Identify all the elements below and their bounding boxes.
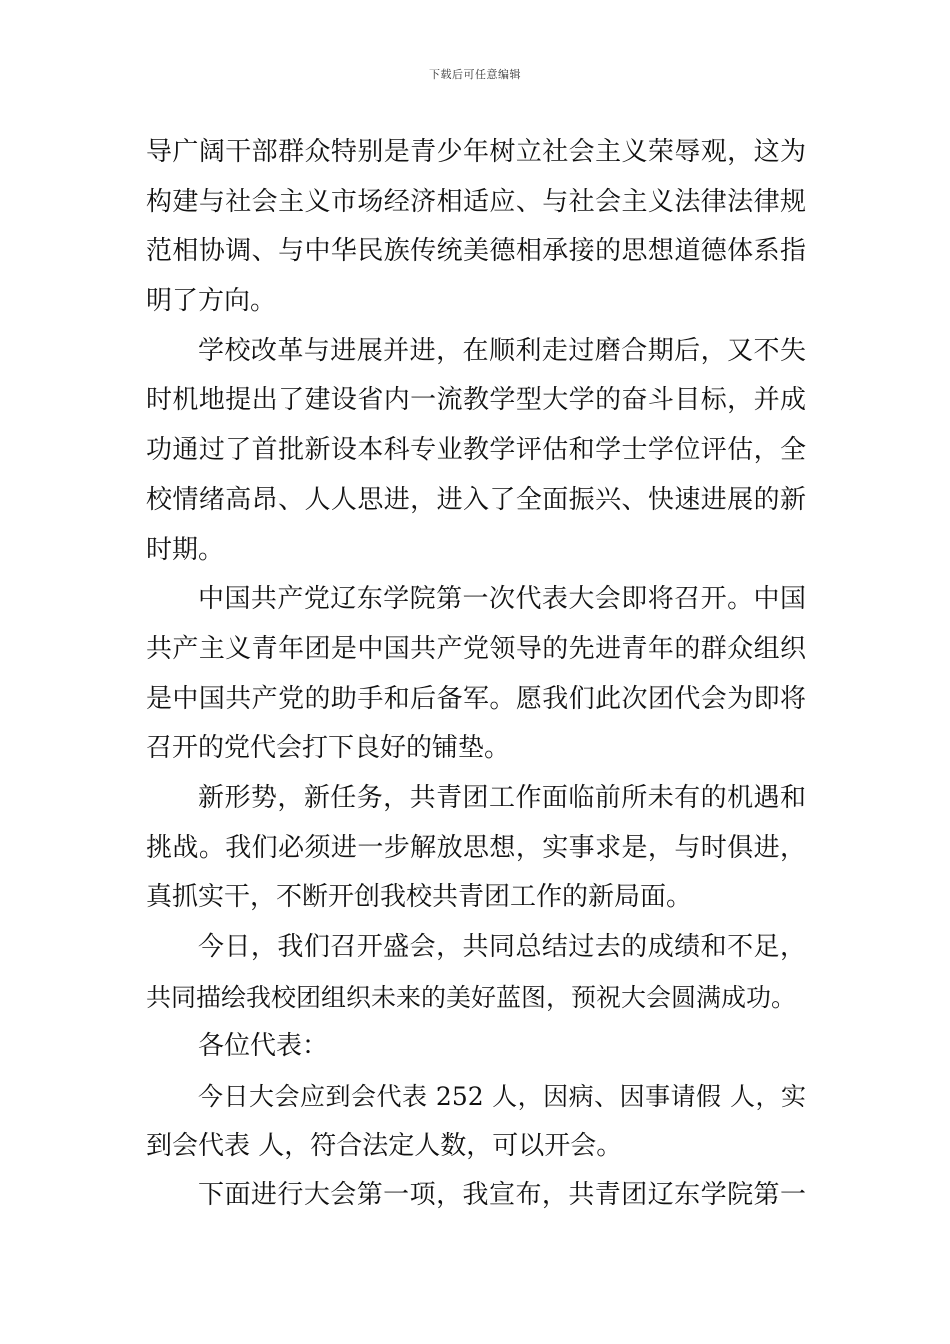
text-line: 时期。: [146, 534, 225, 565]
text-line: 是中国共产党的助手和后备军。愿我们此次团代会为即将: [146, 683, 806, 714]
text-line: 导广阔干部群众特别是青少年树立社会主义荣辱观，这为: [146, 137, 806, 167]
text-line: 明了方向。: [146, 286, 277, 317]
text-line: 到会代表 人，符合法定人数，可以开会。: [146, 1130, 623, 1161]
text-line: 下面进行大会第一项，我宣布，共青团辽东学院第一: [198, 1180, 806, 1211]
text-line: 挑战。我们必须进一步解放思想，实事求是，与时俱进，: [146, 832, 806, 863]
text-line: 召开的党代会打下良好的铺垫。: [146, 733, 511, 764]
page-header: 下载后可任意编辑: [429, 68, 521, 81]
text-line: 功通过了首批新设本科专业教学评估和学士学位评估，全: [146, 435, 806, 466]
text-line: 今日大会应到会代表 252 人，因病、因事请假 人，实: [198, 1082, 806, 1112]
text-line: 新形势，新任务，共青团工作面临前所未有的机遇和: [198, 782, 806, 813]
document-body: [146, 128, 806, 1221]
text-line: 构建与社会主义市场经济相适应、与社会主义法律法律规: [146, 186, 806, 217]
text-line: 校情绪高昂、人人思进，进入了全面振兴、快速进展的新: [146, 484, 806, 515]
text-line: 学校改革与进展并进，在顺利走过磨合期后，又不失: [198, 335, 806, 366]
text-line: 各位代表：: [198, 1031, 329, 1062]
text-line: 时机地提出了建设省内一流教学型大学的奋斗目标，并成: [146, 385, 806, 416]
text-line: 今日，我们召开盛会，共同总结过去的成绩和不足，: [198, 932, 806, 962]
text-line: 共同描绘我校团组织未来的美好蓝图，预祝大会圆满成功。: [146, 982, 797, 1012]
text-line: 中国共产党辽东学院第一次代表大会即将召开。中国: [198, 584, 806, 615]
text-line: 范相协调、与中华民族传统美德相承接的思想道德体系指: [146, 236, 806, 267]
text-line: 真抓实干，不断开创我校共青团工作的新局面。: [146, 882, 693, 913]
text-line: 共产主义青年团是中国共产党领导的先进青年的群众组织: [146, 633, 806, 664]
